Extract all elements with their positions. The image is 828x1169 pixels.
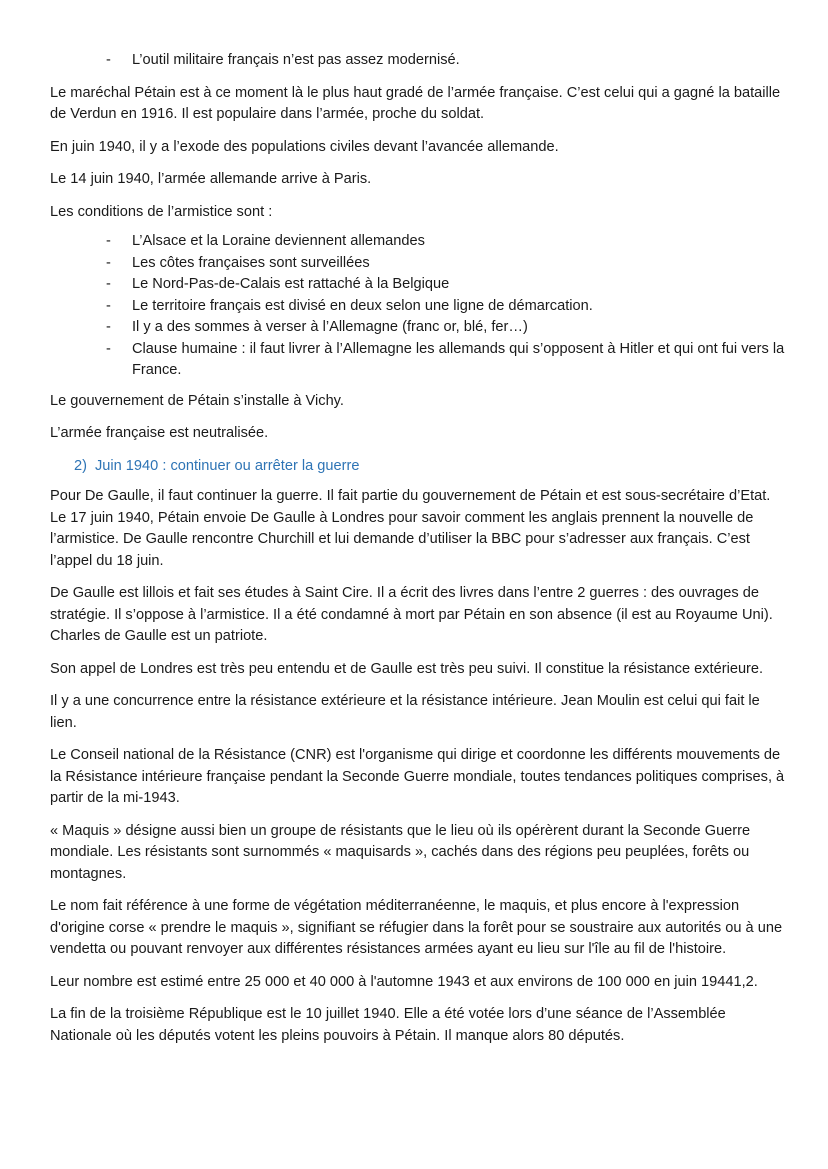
paragraph-degaulle-1: Pour De Gaulle, il faut continuer la guerre. Il fait partie du gouvernement de Pétain et est sous-secrétaire d’Etat. Le 17 juin 1940, Pétain envoie De Gaulle à Londres pour savoir comment les anglais prennent la nouvelle de l’armistice. De Gaulle rencontre Churchill et lui demande d’utiliser la BBC pour s’adresser aux français. C’est l’appel du 18 juin. xyxy=(50,488,771,569)
top-bullet-list xyxy=(50,50,788,72)
bullet-dash: - xyxy=(106,233,111,249)
list-item xyxy=(50,339,788,382)
bullet-text: Le Nord-Pas-de-Calais est rattaché à la Belgique xyxy=(132,276,450,292)
section-heading xyxy=(50,456,788,478)
list-item xyxy=(50,231,788,253)
bullet-text: L’outil militaire français n’est pas assez modernisé. xyxy=(132,52,460,68)
bullet-dash: - xyxy=(106,52,111,68)
list-item xyxy=(50,274,788,296)
paragraph-nom: Le nom fait référence à une forme de végétation méditerranéenne, le maquis, et plus encore à l'expression d'origine corse « prendre le maquis », signifiant se réfugier dans la forêt pour se soustraire aux autorités ou à une vendetta ou pouvant renvoyer aux différentes résistances armées ayant eu lieu sur l'île au fil de l'histoire. xyxy=(50,898,783,957)
armistice-conditions-list xyxy=(50,231,788,382)
list-item xyxy=(50,253,788,275)
bullet-text: L’Alsace et la Loraine deviennent allemandes xyxy=(132,233,425,249)
bullet-text: Les côtes françaises sont surveillées xyxy=(132,254,370,271)
paragraph-nombre: Leur nombre est estimé entre 25 000 et 40 000 à l'automne 1943 et aux environs de 100 000 en juin 19441,2. xyxy=(50,973,758,990)
paragraph-armee: L’armée française est neutralisée. xyxy=(50,425,269,441)
bullet-dash: - xyxy=(106,319,111,335)
bullet-text: Clause humaine : il faut livrer à l’Allemagne les allemands qui s’opposent à Hitler et qui ont fui vers la France. xyxy=(132,340,785,378)
paragraph-vichy: Le gouvernement de Pétain s’installe à Vichy. xyxy=(50,392,344,409)
bullet-dash: - xyxy=(106,340,111,357)
bullet-dash: - xyxy=(106,254,111,271)
paragraph-concurrence: Il y a une concurrence entre la résistance extérieure et la résistance intérieure. Jean Moulin est celui qui fait le lien. xyxy=(50,693,760,731)
list-item xyxy=(50,317,788,339)
bullet-text: Le territoire français est divisé en deux selon une ligne de démarcation. xyxy=(132,297,593,314)
section-number: 2) xyxy=(74,457,87,474)
paragraph-conditions-intro: Les conditions de l’armistice sont : xyxy=(50,203,273,220)
paragraph-fin: La fin de la troisième République est le 10 juillet 1940. Elle a été votée lors d’une séance de l’Assemblée Nationale où les députés votent les pleins pouvoirs à Pétain. Il manque alors 80 députés. xyxy=(50,1006,726,1044)
paragraph-petain: Le maréchal Pétain est à ce moment là le plus haut gradé de l’armée française. C’est celui qui a gagné la bataille de Verdun en 1916. Il est populaire dans l’armée, proche du soldat. xyxy=(50,84,781,122)
paragraph-exode: En juin 1940, il y a l’exode des populations civiles devant l’avancée allemande. xyxy=(50,138,559,155)
bullet-dash: - xyxy=(106,276,111,292)
bullet-dash: - xyxy=(106,297,111,314)
paragraph-degaulle-2: De Gaulle est lillois et fait ses études à Saint Cire. Il a écrit des livres dans l’entre 2 guerres : des ouvrages de stratégie. Il s’oppose à l’armistice. Il a été condamné à mort par Pétain en son absence (il est au Royaume Uni). Charles de Gaulle est un patriote. xyxy=(50,585,773,644)
paragraph-paris: Le 14 juin 1940, l’armée allemande arrive à Paris. xyxy=(50,171,372,187)
list-item xyxy=(50,296,788,318)
bullet-text: Il y a des sommes à verser à l’Allemagne (franc or, blé, fer…) xyxy=(132,319,528,335)
paragraph-maquis: « Maquis » désigne aussi bien un groupe de résistants que le lieu où ils opérèrent durant la Seconde Guerre mondiale. Les résistants sont surnommés « maquisards », cachés dans des régions peu peuplées, forêts ou montagnes. xyxy=(50,822,751,882)
section-title: Juin 1940 : continuer ou arrêter la guerre xyxy=(94,457,360,474)
list-item xyxy=(50,50,788,72)
paragraph-cnr: Le Conseil national de la Résistance (CNR) est l'organisme qui dirige et coordonne les différents mouvements de la Résistance intérieure française pendant la Seconde Guerre mondiale, toutes tendances politiques comprises, à partir de la mi-1943. xyxy=(50,747,785,806)
paragraph-appel: Son appel de Londres est très peu entendu et de Gaulle est très peu suivi. Il constitue la résistance extérieure. xyxy=(50,660,764,677)
